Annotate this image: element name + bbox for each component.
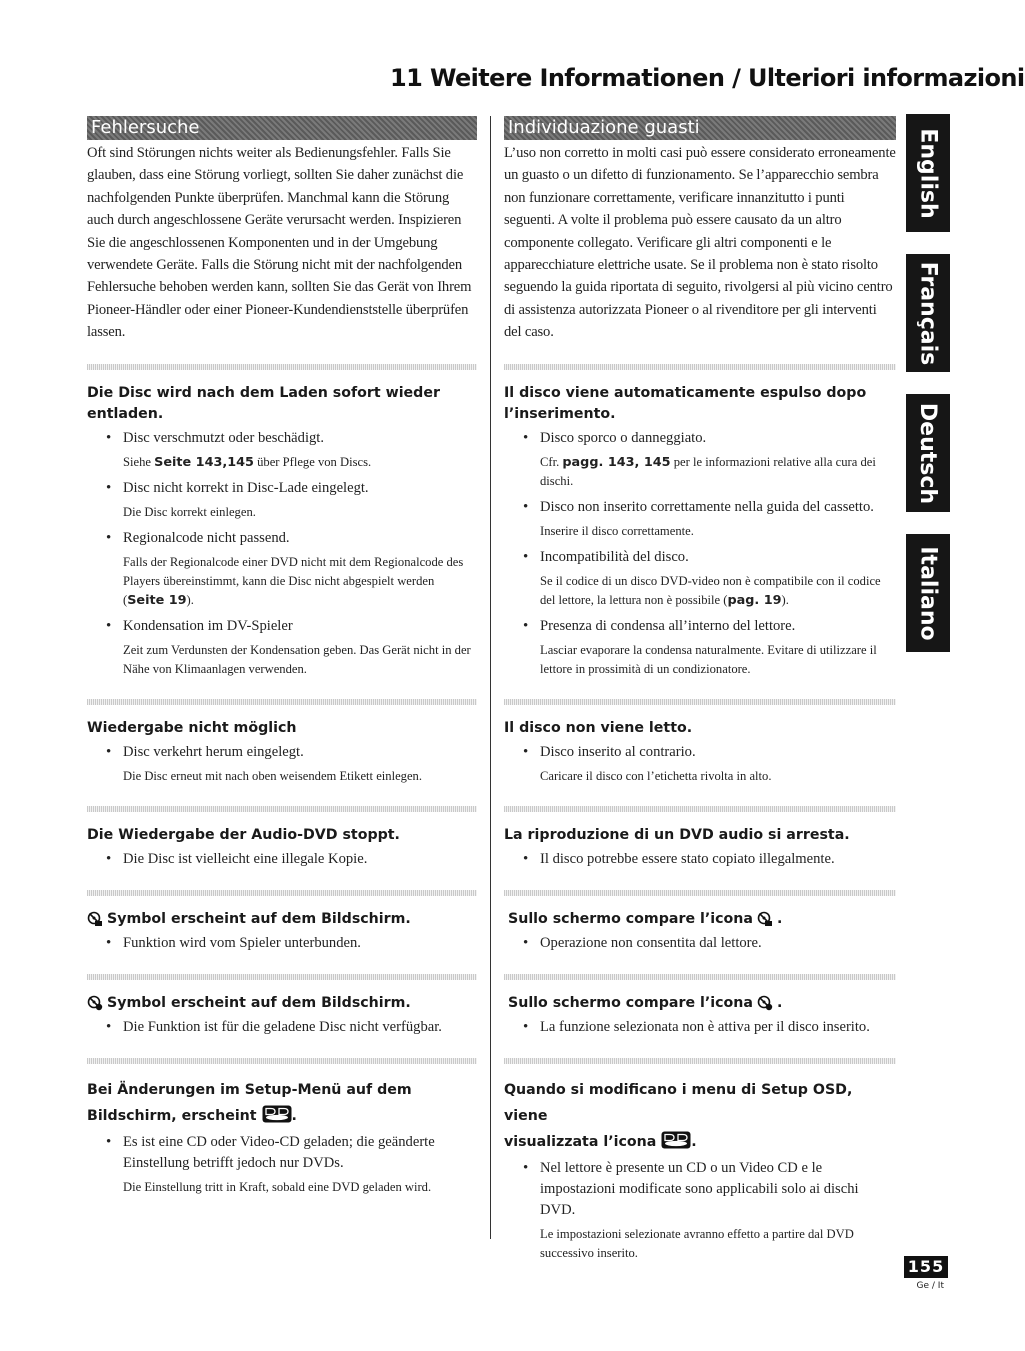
problem-heading: Il disco non viene letto.: [504, 719, 693, 736]
problem-heading-text: Quando si modificano i menu di Setup OSD, viene: [504, 1081, 853, 1124]
list-item: [504, 1158, 896, 1263]
list-item: [87, 742, 477, 786]
page-reference: pag. 19: [727, 592, 782, 608]
problem-heading-text: Bildschirm, erscheint: [87, 1107, 257, 1124]
separator: [87, 890, 477, 896]
tab-english[interactable]: [906, 114, 950, 232]
cause-text: La funzione selezionata non è attiva per il disco inserito.: [540, 1018, 870, 1035]
remedy-text: [540, 572, 896, 610]
remedy-prefix: Cfr.: [540, 454, 563, 469]
separator: [504, 364, 896, 370]
cause-text: Disc verkehrt herum eingelegt.: [123, 743, 304, 760]
tab-label: English: [915, 127, 941, 219]
remedy-text: Inserire il disco correttamente.: [540, 523, 694, 538]
separator: [87, 974, 477, 980]
tab-italiano[interactable]: [906, 534, 950, 652]
cause-text: Disc nicht korrekt in Disc-Lade eingelegt.: [123, 479, 369, 496]
problem-heading: [87, 909, 477, 930]
tab-label: Deutsch: [915, 402, 941, 504]
remedy-text: [123, 553, 477, 610]
intro-text: Oft sind Störungen nichts weiter als Bedienungsfehler. Falls Sie glauben, dass eine Störung vorliegt, sollten Sie daher zunächst die nachfolgenden Punkte überprüfen. Manchmal kann die Störung auch durch angeschlossene Geräte verursacht werden. Inspizieren Sie die angeschlossenen Komponenten und in der Umgebung verwendete Geräte. Falls die Störung nicht mit der nachfolgenden Fehlersuche behoben werden kann, sollten Sie das Gerät von Ihrem Pioneer-Händler oder einer Pioneer-Kundendienststelle überprüfen lassen.: [87, 145, 472, 341]
heading-period: .: [776, 910, 783, 927]
chapter-title: 11 Weitere Informationen / Ulteriori informazioni: [390, 64, 1025, 92]
remedy-prefix: Se il codice di un disco DVD-video non è compatibile con il codice del lettore, la lettura non è possibile (: [540, 573, 881, 607]
problem-heading: Die Wiedergabe der Audio-DVD stoppt.: [87, 826, 400, 843]
problem-heading-text: Sullo schermo compare l’icona: [508, 994, 753, 1011]
remedy-prefix: Siehe: [123, 454, 155, 469]
problem-heading: [87, 1077, 477, 1129]
remedy-suffix: ).: [186, 592, 194, 607]
cause-list: [87, 933, 477, 954]
list-item: [504, 742, 896, 786]
problem-heading: [87, 993, 477, 1014]
cause-text: Es ist eine CD oder Video-CD geladen; die geänderte Einstellung betrifft jedoch nur DVDs.: [123, 1133, 435, 1171]
list-item: [504, 616, 896, 679]
separator: [87, 1058, 477, 1064]
remedy-text: [123, 453, 477, 472]
cause-list: [504, 849, 896, 870]
page-reference: pagg. 143, 145: [562, 454, 671, 470]
remedy-text: Die Einstellung tritt in Kraft, sobald eine DVD geladen wird.: [123, 1179, 432, 1194]
disc-function-unavailable-icon: [87, 995, 103, 1011]
separator: [504, 890, 896, 896]
separator: [504, 974, 896, 980]
cause-text: Disco sporco o danneggiato.: [540, 429, 707, 446]
cause-text: Regionalcode nicht passend.: [123, 529, 290, 546]
list-item: [504, 497, 896, 541]
list-item: [87, 428, 477, 472]
heading-period: .: [776, 994, 783, 1011]
remedy-text: Die Disc korrekt einlegen.: [123, 504, 256, 519]
cause-list: [504, 1017, 896, 1038]
disc-function-unavailable-icon: [757, 995, 773, 1011]
list-item: [87, 1132, 477, 1197]
list-item: [87, 933, 477, 954]
prohibited-disc-icon: [87, 911, 103, 927]
problem-heading: Wiedergabe nicht möglich: [87, 719, 297, 736]
cause-text: Incompatibilità del disco.: [540, 548, 689, 565]
cause-text: Die Disc ist vielleicht eine illegale Kopie.: [123, 850, 368, 867]
problem-heading: [504, 1077, 896, 1155]
dvd-logo-icon: [262, 1105, 292, 1123]
cause-list: [504, 1158, 896, 1263]
problem-heading: Die Disc wird nach dem Laden sofort wieder entladen.: [87, 384, 440, 422]
page-language-code: Ge / It: [916, 1281, 944, 1291]
cause-text: Operazione non consentita dal lettore.: [540, 934, 762, 951]
remedy-suffix: über Pflege von Discs.: [253, 454, 372, 469]
list-item: [87, 478, 477, 522]
cause-text: Il disco potrebbe essere stato copiato illegalmente.: [540, 850, 835, 867]
cause-text: Disc verschmutzt oder beschädigt.: [123, 429, 325, 446]
cause-list: [87, 1132, 477, 1197]
section-title-fehlersuche: Fehlersuche: [87, 116, 477, 140]
separator: [504, 699, 896, 705]
dvd-logo-icon: [661, 1131, 691, 1149]
tab-francais[interactable]: [906, 254, 950, 372]
list-item: [504, 428, 896, 491]
list-item: [87, 528, 477, 610]
cause-text: Kondensation im DV-Spieler: [123, 617, 293, 634]
list-item: [504, 1017, 896, 1038]
section-title-individuazione-guasti: Individuazione guasti: [504, 116, 896, 140]
separator: [504, 1058, 896, 1064]
tab-label: Français: [915, 261, 941, 365]
cause-list: [504, 742, 896, 786]
heading-period: .: [691, 1133, 697, 1150]
column-divider: [490, 116, 491, 1239]
problem-heading: La riproduzione di un DVD audio si arresta.: [504, 826, 850, 843]
separator: [87, 806, 477, 812]
remedy-text: Zeit zum Verdunsten der Kondensation geben. Das Gerät nicht in der Nähe von Klimaanlagen verwenden.: [123, 642, 471, 676]
remedy-text: Lasciar evaporare la condensa naturalmente. Evitare di utilizzare il lettore in prossimità di un condizionatore.: [540, 642, 877, 676]
problem-heading-text: Bei Änderungen im Setup-Menü auf dem: [87, 1081, 412, 1098]
remedy-text: Die Disc erneut mit nach oben weisendem Etikett einlegen.: [123, 768, 423, 783]
heading-period: .: [291, 1107, 297, 1124]
list-item: [504, 933, 896, 954]
cause-text: Disco non inserito correttamente nella guida del cassetto.: [540, 498, 874, 515]
cause-text: Die Funktion ist für die geladene Disc nicht verfügbar.: [123, 1018, 442, 1035]
problem-heading: Il disco viene automaticamente espulso dopo l’inserimento.: [504, 384, 867, 422]
cause-list: [87, 428, 477, 679]
italian-column: [504, 116, 896, 1269]
list-item: [504, 547, 896, 610]
cause-text: Funktion wird vom Spieler unterbunden.: [123, 934, 361, 951]
page-reference: Seite 143,145: [154, 454, 254, 470]
remedy-prefix: Falls der Regionalcode einer DVD nicht mit dem Regionalcode des Players übereinstimmt, kann die Disc nicht abgespielt werden (: [123, 554, 464, 607]
separator: [504, 806, 896, 812]
problem-heading-text: Sullo schermo compare l’icona: [508, 910, 753, 927]
problem-heading: [504, 993, 896, 1014]
tab-deutsch[interactable]: [906, 394, 950, 512]
prohibited-disc-icon: [757, 911, 773, 927]
problem-heading-text: visualizzata l’icona: [504, 1133, 657, 1150]
cause-text: Presenza di condensa all’interno del lettore.: [540, 617, 796, 634]
list-item: [87, 1017, 477, 1038]
remedy-suffix: ).: [781, 592, 789, 607]
tab-label: Italiano: [915, 545, 941, 641]
cause-list: [504, 428, 896, 679]
cause-list: [87, 1017, 477, 1038]
page-reference: Seite 19: [127, 592, 187, 608]
cause-text: Nel lettore è presente un CD o un Video CD e le impostazioni modificate sono applicabili solo ai dischi DVD.: [540, 1159, 859, 1218]
problem-heading: [504, 909, 896, 930]
remedy-text: Le impostazioni selezionate avranno effetto a partire dal DVD successivo inserito.: [540, 1226, 854, 1260]
remedy-text: Caricare il disco con l’etichetta rivolta in alto.: [540, 768, 772, 783]
list-item: [87, 849, 477, 870]
separator: [87, 364, 477, 370]
list-item: [504, 849, 896, 870]
list-item: [87, 616, 477, 679]
language-tabs: [906, 114, 950, 674]
german-column: [87, 116, 477, 1203]
cause-list: [504, 933, 896, 954]
problem-heading-text: Symbol erscheint auf dem Bildschirm.: [107, 910, 411, 927]
intro-text: L’uso non corretto in molti casi può essere considerato erroneamente un guasto o un difetto di funzionamento. Se l’apparecchio sembra non funzionare correttamente, verificare innanzitutto i punti seguenti. A volte il problema può essere causato da un altro componente collegato. Verificare gli altri componenti e le apparecchiature elettriche usate. Se il problema non è stato risolto seguendo la guida riportata di seguito, rivolgersi al più vicino centro di assistenza autorizzata Pioneer o al rivenditore per gli interventi del caso.: [504, 145, 896, 341]
cause-list: [87, 849, 477, 870]
page-number: 155: [904, 1256, 948, 1278]
separator: [87, 699, 477, 705]
cause-text: Disco inserito al contrario.: [540, 743, 696, 760]
problem-heading-text: Symbol erscheint auf dem Bildschirm.: [107, 994, 411, 1011]
remedy-text: [540, 453, 896, 491]
cause-list: [87, 742, 477, 786]
remedy-suffix: per le informazioni relative alla cura dei dischi.: [540, 454, 876, 488]
